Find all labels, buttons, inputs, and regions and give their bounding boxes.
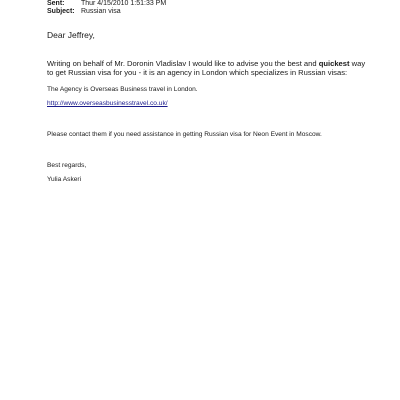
subject-label: Subject: (47, 8, 75, 15)
sent-row (47, 0, 166, 8)
subject-value: Russian visa (80, 8, 121, 15)
subject-row (47, 8, 121, 16)
contact-line: Please contact them if you need assistance in getting Russian visa for Neon Event in Moscow. (47, 131, 322, 138)
paragraph-line-1-end: way (349, 59, 366, 68)
sent-label: Sent: (47, 0, 65, 7)
paragraph-line-2: to get Russian visa for you - it is an agency in London which specializes in Russian visas: (47, 68, 348, 77)
emphasis-quickest: quickest (318, 59, 350, 68)
paragraph-line-1-start: Writing on behalf of Mr. Doronin Vladislav I would like to advise you the best and (47, 59, 319, 68)
agency-link[interactable]: http://www.overseasbusinesstravel.co.uk/ (47, 100, 168, 107)
salutation: Dear Jeffrey, (47, 30, 95, 40)
closing: Best regards, (47, 162, 87, 169)
agency-line: The Agency is Overseas Business travel in London. (47, 86, 198, 93)
signature: Yulia Askeri (47, 176, 82, 183)
sent-value: Thur 4/15/2010 1:51:33 PM (80, 0, 167, 7)
